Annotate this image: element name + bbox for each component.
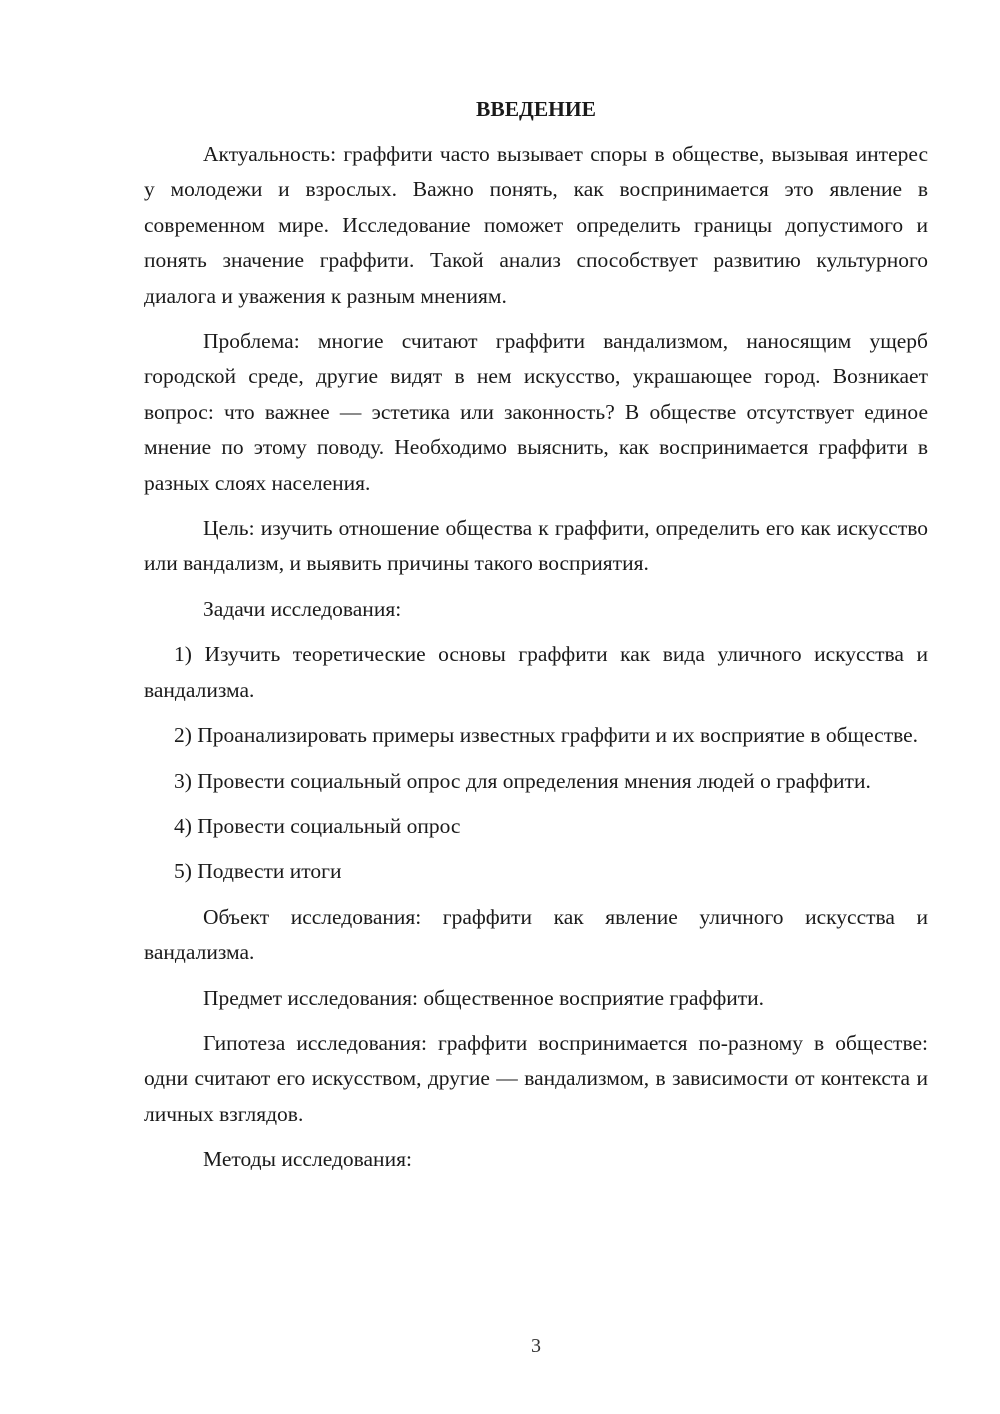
- tasks-heading: Задачи исследования:: [203, 596, 402, 621]
- hypothesis-paragraph: Гипотеза исследования: граффити воспринимается по-разному в обществе: одни считают его искусством, другие — вандализмом, в зависимости от контекста и личных взглядов.: [144, 1030, 928, 1126]
- task-item-2: 2) Проанализировать примеры известных граффити и их восприятие в обществе.: [174, 723, 919, 748]
- section-heading: ВВЕДЕНИЕ: [476, 97, 596, 121]
- object-paragraph: Объект исследования: граффити как явление уличного искусства и вандализма.: [144, 904, 928, 965]
- relevance-paragraph: Актуальность: граффити часто вызывает споры в обществе, вызывая интерес у молодежи и взрослых. Важно понять, как воспринимается это явление в современном мире. Исследование поможет определить границы допустимого и понять значение граффити. Такой анализ способствует развитию культурного диалога и уважения к разным мнениям.: [144, 142, 928, 308]
- task-item-5: 5) Подвести итоги: [174, 859, 342, 884]
- subject-paragraph: Предмет исследования: общественное восприятие граффити.: [203, 985, 765, 1010]
- task-item-3: 3) Провести социальный опрос для определения мнения людей о граффити.: [174, 768, 871, 793]
- goal-paragraph: Цель: изучить отношение общества к граффити, определить его как искусство или вандализм, и выявить причины такого восприятия.: [144, 516, 928, 576]
- document-page: [144, 92, 928, 1178]
- page-number: 3: [531, 1335, 541, 1357]
- methods-paragraph: Методы исследования:: [203, 1147, 412, 1172]
- task-item-4: 4) Провести социальный опрос: [174, 813, 461, 838]
- problem-paragraph: Проблема: многие считают граффити вандализмом, наносящим ущерб городской среде, другие видят в нем искусство, украшающее город. Возникает вопрос: что важнее — эстетика или законность? В обществе отсутствует единое мнение по этому поводу. Необходимо выяснить, как воспринимается граффити в разных слоях населения.: [144, 329, 928, 495]
- task-item-1: 1) Изучить теоретические основы граффити как вида уличного искусства и вандализма.: [144, 642, 928, 702]
